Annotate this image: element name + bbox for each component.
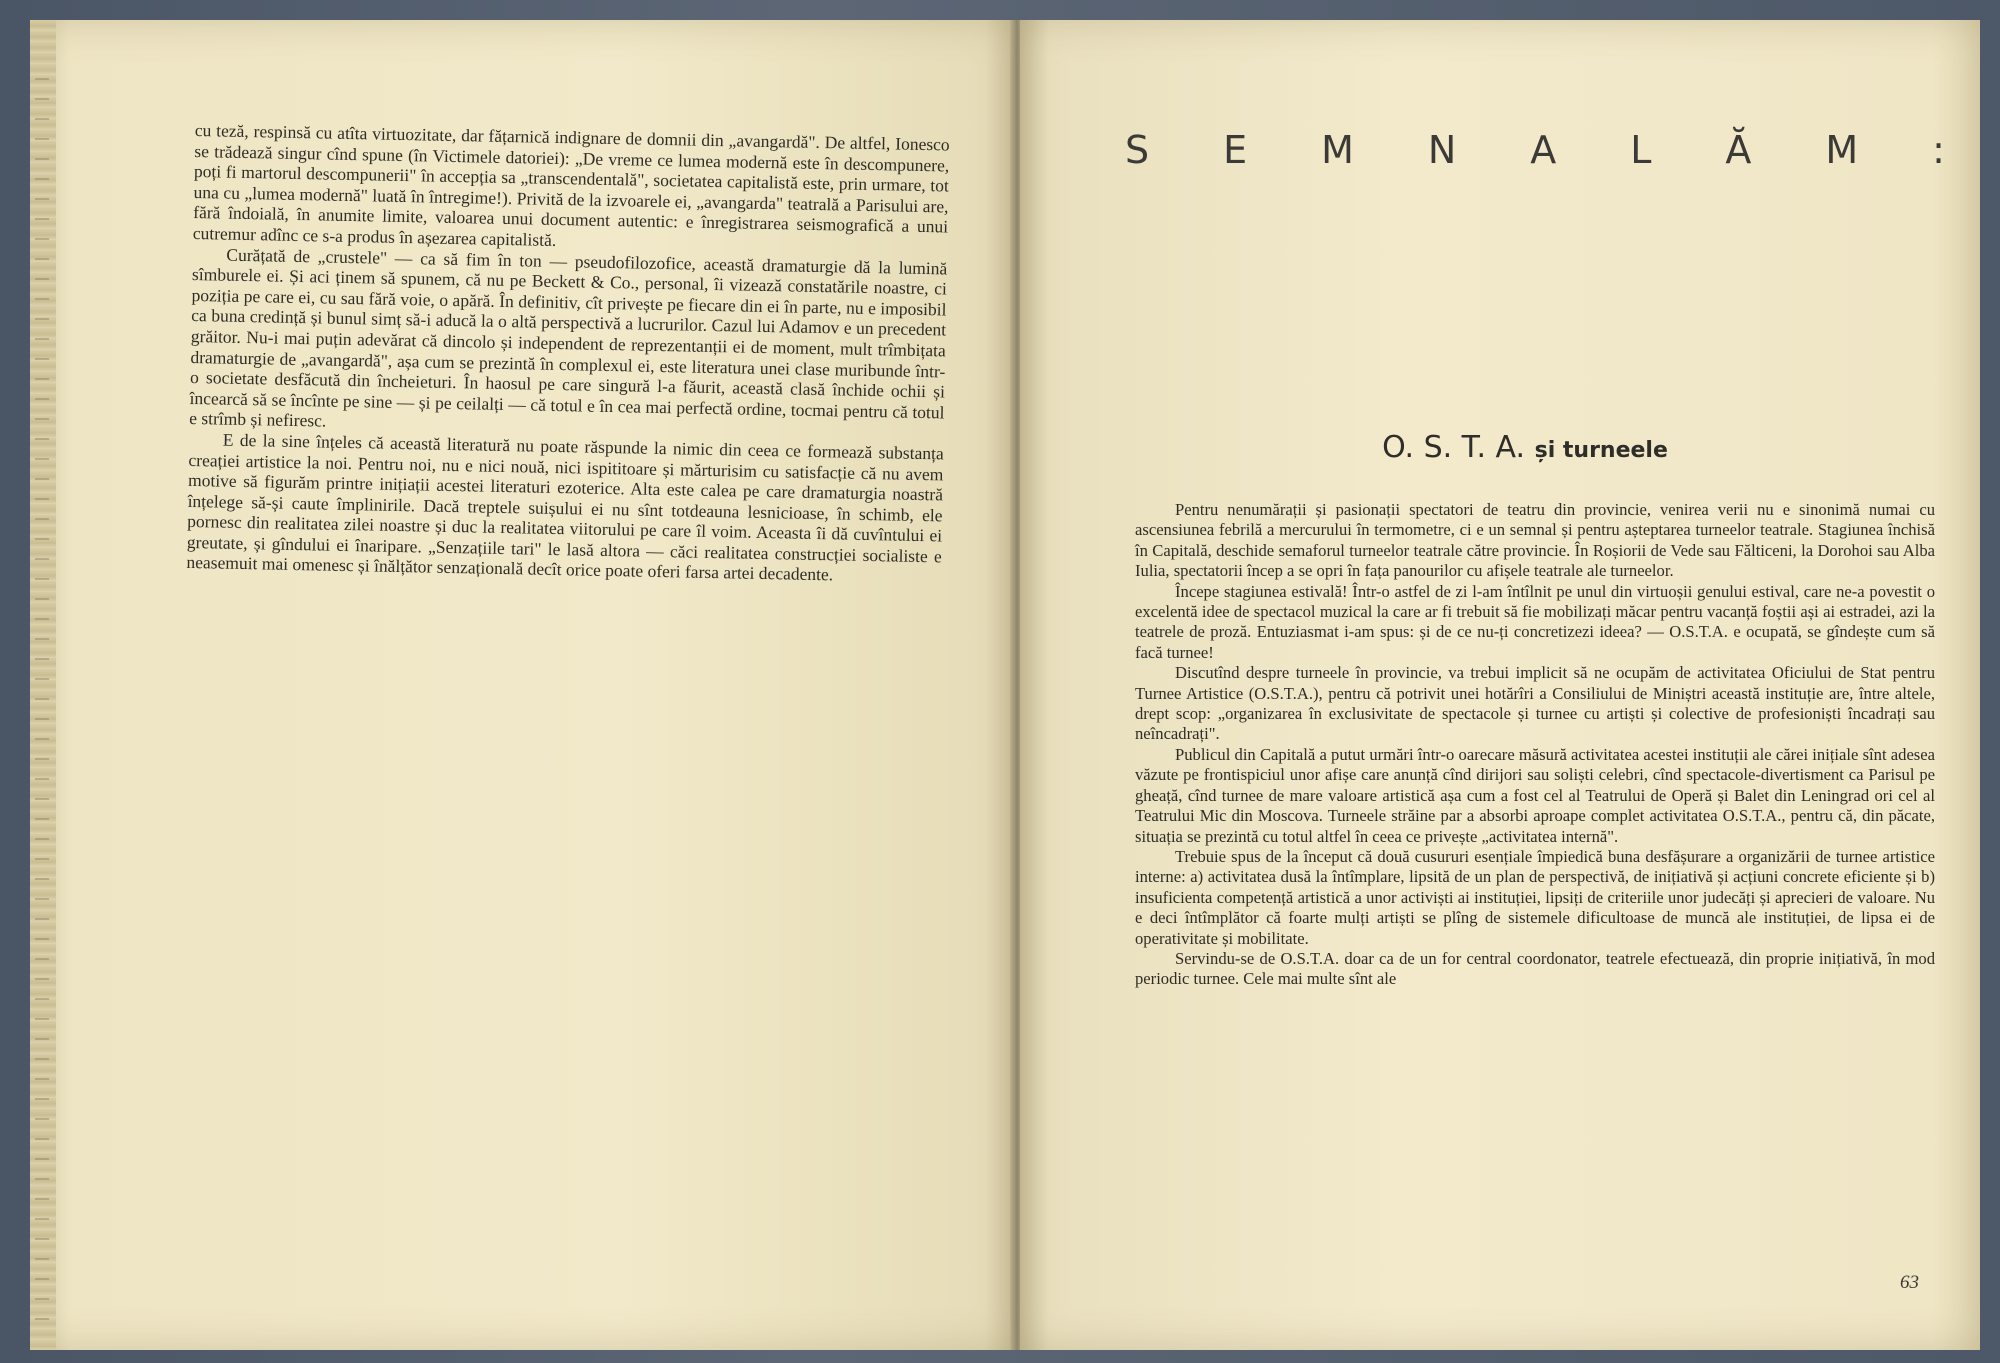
page-number: 63 [1900,1272,1919,1293]
binding-marks [35,60,49,1320]
left-paragraph-3: E de la sine înțeles că această literatură nu poate răspunde la nimic din ceea ce formează substanța creației artistice la noi. Pentru noi, nu e nici nouă, nici ispititoare și mărturisim cu satisfacție că nu avem motive să figurăm printre inițiații acestei literaturi ezoterice. Alta este calea pe care dramaturgia noastră înțelege să-și caute împlinirile. Dacă treptele suișului ei nu sînt totdeauna lesnicioase, în schimb, ele pornesc din realitatea zilei noastre și duc la realitatea viitorului pe care îl voim. Aceasta îi dă cuvîntului ei greutate, și gîndului ei înaripare. „Senzațiile tari" le lasă altora — căci realitatea construcției socialiste e neasemuit mai omenesc și înălțător senzațională decît orice poate oferi farsa artei decadente. [186,429,944,585]
heading-letter: : [1932,128,1945,172]
heading-letter: M [1321,128,1354,172]
article-title-main: O. S. T. A. [1382,430,1526,465]
right-page [1020,20,1980,1350]
left-page [30,20,1015,1350]
left-paragraph-2: Curățată de „crustele" — ca să fim în ton — pseudofilozofice, această dramaturgie dă la lumină sîmburele ei. Și aci ținem să spunem, că nu pe Beckett & Co., personal, îi vizează constatările noastre, ci poziția pe care ei, cu sau fără voie, o apără. În definitiv, cît privește pe fiecare din ei în parte, nu e imposibil ca buna credință și bunul simț să-i aducă la o altă perspectivă a lucrurilor. Cazul lui Adamov e un precedent grăitor. Nu-i mai puțin adevărat că dincolo și independent de reprezentanții ei de moment, mult trîmbițata dramaturgie de „avangardă", așa cum se prezintă în complexul ei, este literatura unei clase muribunde într-o societate desfăcută din încheieturi. În haosul pe care singură l-a făurit, această clasă închide ochii și încearcă să se încînte pe sine — și pe ceilalți — că totul e în cea mai perfectă ordine, tocmai pentru că totul e strîmb și nefiresc. [189,244,948,431]
heading-letter: L [1630,128,1652,172]
heading-letter: Ă [1725,128,1752,172]
heading-letter: M [1825,128,1859,172]
right-paragraph-1: Pentru nenumărații și pasionații spectatori de teatru din provincie, venirea verii nu e sinonimă numai cu ascensiunea febrilă a mercurului în termometre, ci e un semnal și pentru așteptarea turneelor teatrale. Stagiunea închisă în Capitală, deschide semaforul turneelor teatrale către provincie. În Roșiorii de Vede sau Fălticeni, la Dorohoi sau Alba Iulia, spectatorii încep a se opri în fața panourilor cu afișele teatrale ale turneelor. [1135,500,1935,581]
heading-letter: N [1427,128,1457,172]
article-title-rest: și turneele [1534,438,1668,463]
article-title [1130,430,1920,465]
right-paragraph-4: Publicul din Capitală a putut urmări într-o oarecare măsură activitatea acestei instituții ale cărei inițiale sînt adesea văzute pe frontispiciul unor afișe care anunță cînd dirijori sau soliști celebri, cînd spectacole-divertisment ca Parisul pe gheață, cînd turnee de mare valoare artistică așa cum a fost cel al Teatrului de Operă și Balet din Leningrad ori cel al Teatrului Mic din Moscova. Turneele străine par a absorbi aproape complet activitatea O.S.T.A., pentru că, din păcate, situația se prezintă cu totul altfel în ceea ce privește „activitatea internă". [1135,744,1935,846]
left-paragraph-1: cu teză, respinsă cu atîta virtuozitate, dar fățarnică indignare de domnii din „avangardă". De altfel, Ionesco se trădează singur cînd spune (în Victimele datoriei): „De vreme ce lumea modernă este în descompunere, poți fi martorul descompunerii" în accepția sa „transcendentală", societatea capitalistă este, prin urmare, tot una cu „lumea modernă" luată în întregime!). Privită de la izvoarele ei, „avangarda" teatrală a Parisului are, fără îndoială, în anumite limite, valoarea unui document autentic: e înregistrarea seismografică a unui cutremur adînc ce s-a produs în așezarea capitalistă. [192,120,950,250]
right-page-text [1135,500,1935,990]
heading-letter: A [1530,128,1557,172]
heading-letter: S [1125,128,1150,172]
right-paragraph-6: Servindu-se de O.S.T.A. doar ca de un for central coordonator, teatrele efectuează, din proprie inițiativă, în mod periodic turnee. Cele mai multe sînt ale [1135,948,1935,989]
open-book [30,20,1990,1350]
right-paragraph-3: Discutînd despre turneele în provincie, va trebui implicit să ne ocupăm de activitatea Oficiului de Stat pentru Turnee Artistice (O.S.T.A.), pentru că potrivit unei hotărîri a Consiliului de Miniștri această instituție are, între altele, drept scop: „organizarea în exclusivitate de spectacole și turnee cu artiști și colective de profesioniști încadrați sau neîncadrați". [1135,663,1935,744]
heading-letter: E [1223,128,1248,172]
left-page-text [186,120,950,587]
right-paragraph-5: Trebuie spus de la început că două cusururi esențiale împiedică buna desfășurare a organizării de turnee artistice interne: a) activitatea dusă la întîmplare, lipsită de un plan de perspectivă, de inițiativă și acțiuni concrete eficiente și b) insuficienta competență artistică a unor activiști ai instituției, lipsiți de criteriile unor judecăți și aprecieri de valoare. Nu e deci întîmplător că foarte mulți artiști se plîng de sistemele dificultoase de muncă ale instituției, de lipsa ei de operativitate și mobilitate. [1135,846,1935,948]
right-paragraph-2: Începe stagiunea estivală! Într-o astfel de zi l-am întîlnit pe unul din virtuoșii genului estival, care ne-a povestit o excelentă idee de spectacol muzical la care ar fi trebuit să fie mobilizați măcar pentru vacanță foștii ași ai estradei, azi la teatrele de proză. Entuziasmat i-am spus: și de ce nu-ți concretizezi ideea? — O.S.T.A. e ocupată, se gîndește cum să facă turnee! [1135,581,1935,662]
section-heading [1125,128,1945,172]
